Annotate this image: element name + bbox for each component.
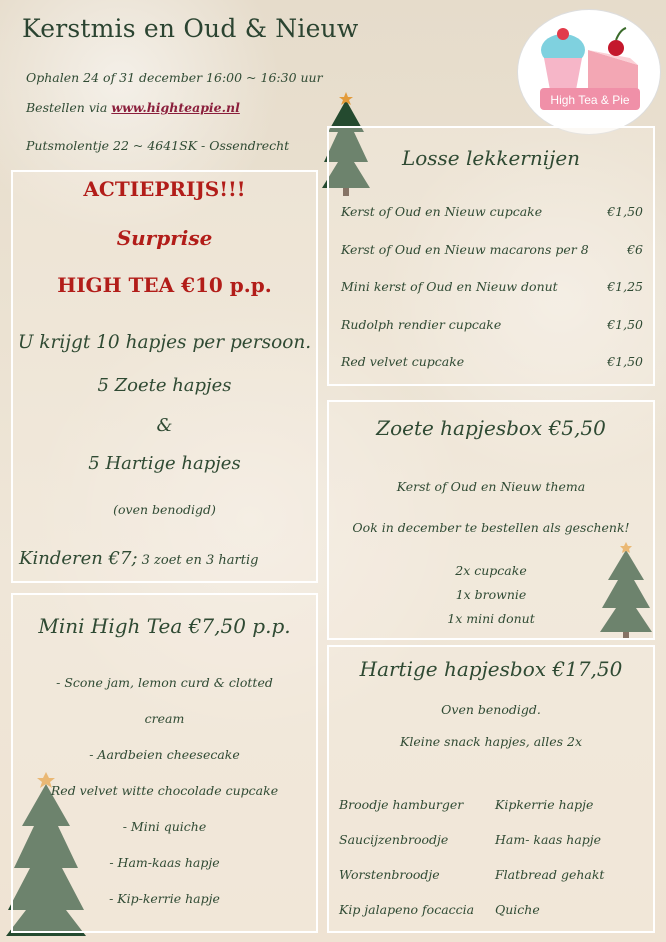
actie-heading: ACTIEPRIJS!!!: [83, 177, 246, 201]
list-item: Kipkerrie hapje: [495, 797, 594, 812]
list-item: - Ham-kaas hapje: [109, 855, 220, 870]
actie-description: U krijgt 10 hapjes per persoon.: [17, 332, 312, 353]
zoete-count: 5 Zoete hapjes: [97, 375, 232, 396]
mini-title: Mini High Tea €7,50 p.p.: [38, 614, 291, 638]
zoete-title: Zoete hapjesbox €5,50: [376, 416, 606, 440]
list-item: Quiche: [495, 902, 540, 917]
list-item: Rudolph rendier cupcake €1,50: [341, 317, 643, 332]
list-item: - Scone jam, lemon curd & clotted: [56, 675, 273, 690]
logo-label: High Tea & Pie: [550, 93, 630, 107]
surprise-label: Surprise: [116, 226, 213, 250]
hartige-title: Hartige hapjesbox €17,50: [359, 657, 623, 681]
hartige-box: [327, 645, 655, 933]
pickup-info: Ophalen 24 of 31 december 16:00 ~ 16:30 uur: [26, 70, 323, 85]
list-item: Flatbread gehakt: [495, 867, 605, 882]
list-item: - Aardbeien cheesecake: [89, 747, 240, 762]
list-item: Red velvet cupcake €1,50: [341, 354, 643, 369]
list-item: 1x mini donut: [447, 611, 535, 626]
kids-sub: 3 zoet en 3 hartig: [137, 553, 259, 568]
zoete-gift: Ook in december te bestellen als geschenk!: [352, 520, 630, 535]
actie-box: [11, 170, 318, 583]
cupcake-logo-icon: [518, 10, 660, 134]
losse-box: [327, 126, 655, 386]
hartige-count: 5 Hartige hapjes: [88, 453, 241, 474]
list-item: Saucijzenbroodje: [339, 832, 449, 847]
list-item: - Mini quiche: [122, 819, 207, 834]
mini-high-tea-box: [11, 593, 318, 933]
list-item: Broodje hamburger: [339, 797, 464, 812]
ampersand: &: [156, 415, 173, 436]
list-item: Worstenbroodje: [339, 867, 440, 882]
order-prefix: Bestellen via: [26, 100, 112, 115]
oven-note: (oven benodigd): [113, 502, 216, 517]
list-item: - Kip-kerrie hapje: [109, 891, 220, 906]
order-link[interactable]: www.highteapie.nl: [111, 100, 240, 115]
list-item: cream: [144, 711, 185, 726]
list-item: Ham- kaas hapje: [495, 832, 602, 847]
list-item: Kip jalapeno focaccia: [339, 902, 475, 917]
list-item: Kerst of Oud en Nieuw cupcake €1,50: [341, 204, 643, 219]
order-info: [26, 100, 240, 115]
kids-price: [19, 548, 258, 569]
address-info: Putsmolentje 22 ~ 4641SK - Ossendrecht: [26, 138, 290, 153]
brand-logo: [518, 10, 660, 134]
list-item: 2x cupcake: [455, 563, 527, 578]
page-title: Kerstmis en Oud & Nieuw: [22, 14, 359, 43]
list-item: Red velvet witte chocolade cupcake: [50, 783, 279, 798]
zoete-box: [327, 400, 655, 640]
list-item: Kerst of Oud en Nieuw macarons per 8 €6: [341, 242, 643, 257]
list-item: Mini kerst of Oud en Nieuw donut €1,25: [341, 279, 643, 294]
list-item: 1x brownie: [455, 587, 527, 602]
zoete-theme: Kerst of Oud en Nieuw thema: [396, 479, 586, 494]
hartige-oven: Oven benodigd.: [441, 702, 541, 717]
hartige-desc: Kleine snack hapjes, alles 2x: [400, 734, 582, 749]
kids-main: Kinderen €7;: [19, 548, 138, 569]
losse-title: Losse lekkernijen: [401, 146, 581, 170]
high-tea-price: HIGH TEA €10 p.p.: [57, 273, 272, 297]
